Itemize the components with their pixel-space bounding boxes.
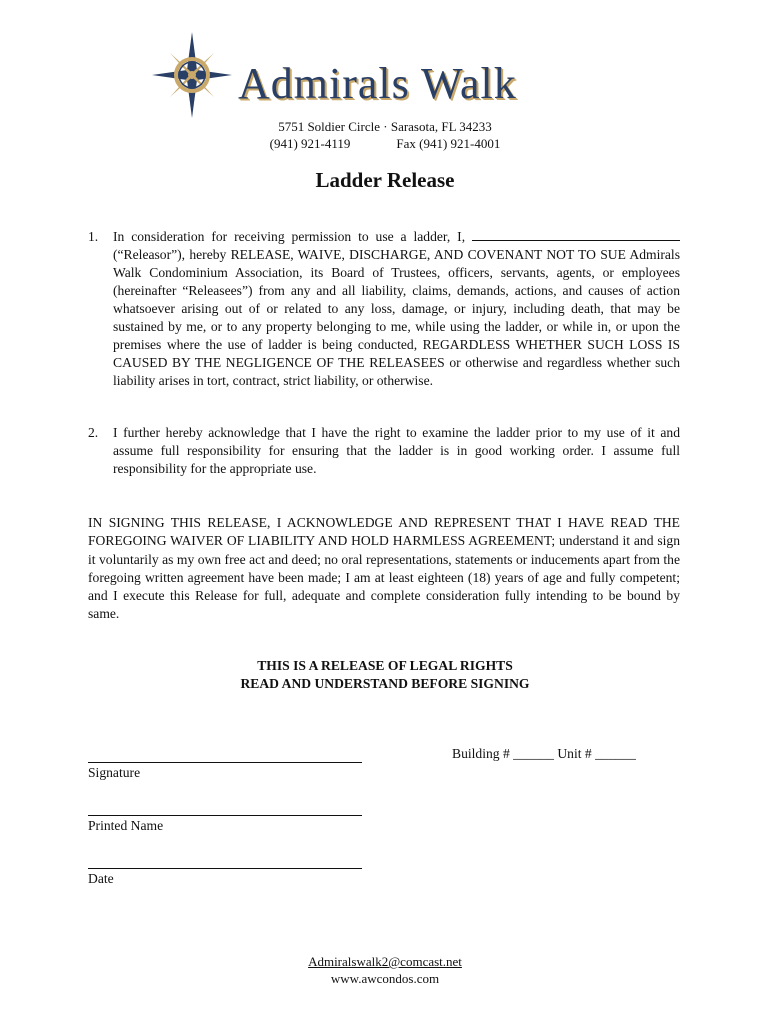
notice-line-1: THIS IS A RELEASE OF LEGAL RIGHTS [257,658,513,673]
phone-number: (941) 921-4119 [269,136,351,151]
logo [150,30,530,120]
printed-name-label: Printed Name [88,818,164,833]
acknowledgement-paragraph: IN SIGNING THIS RELEASE, I ACKNOWLEDGE AND REPRESENT THAT I HAVE READ THE FOREGOING WAIVER OF LIABILITY AND HOLD HARMLESS AGREEMENT; understand it and sign it voluntarily as my own free act and deed; no oral representations, statements or inducements apart from the foregoing written agreement have been made; I am at least eighteen (18) years of age and fully competent; and I execute this Release for full, adequate and complete consideration fully intending to be bound by same. [88,515,680,622]
clause-text: (“Releasor”), hereby RELEASE, WAIVE, DISCHARGE, AND COVENANT NOT TO SUE Admirals Walk Condominium Association, its Board of Trustees, officers, servants, agents, or employees (hereinafter “Releasees”) from any and all liability, claims, demands, actions, and causes of action whatsoever arising out of or related to any loss, damage, or injury, including death, that may be sustained by me, or to any property belonging to me, while using the ladder, or while in, or upon the premises where the use of ladder is being conducted, REGARDLESS WHETHER SUCH LOSS IS CAUSED BY THE NEGLIGENCE OF THE RELEASEES or otherwise and regardless whether such liability arises in tort, contract, strict liability, or otherwise. [113,247,680,388]
printed-name-line[interactable] [88,815,362,816]
signature-label: Signature [88,765,141,780]
date-line[interactable] [88,868,362,869]
clause-text: I further hereby acknowledge that I have the right to examine the ladder prior to my use of it and assume full responsibility for ensuring that the ladder is in good working order. I assume full responsibility for the appropriate use. [113,425,680,476]
clause-lead-text: In consideration for receiving permission to use a ladder, I, [113,229,466,244]
clause-body [113,228,680,390]
document-title: Ladder Release [315,168,455,192]
contact-line [0,135,770,152]
clause-number: 1. [88,229,99,244]
email-link[interactable]: Admiralswalk2@comcast.net [308,954,462,969]
notice-line-2: READ AND UNDERSTAND BEFORE SIGNING [240,676,530,691]
signature-line[interactable] [88,762,362,763]
date-label: Date [88,871,114,886]
fax-number: Fax (941) 921-4001 [396,136,501,151]
website-link[interactable]: www.awcondos.com [330,971,440,986]
footer [0,953,770,987]
legal-notice [0,657,770,693]
clause-1 [88,228,680,390]
address-block [0,118,770,152]
building-unit-field[interactable]: Building # ______ Unit # ______ [452,746,636,761]
clause-number: 2. [88,425,99,440]
releasor-name-blank[interactable] [472,228,680,241]
clause-2 [88,424,680,478]
street-address: 5751 Soldier Circle · Sarasota, FL 34233 [278,119,492,134]
logo-wordmark: Admirals Walk [238,59,517,108]
